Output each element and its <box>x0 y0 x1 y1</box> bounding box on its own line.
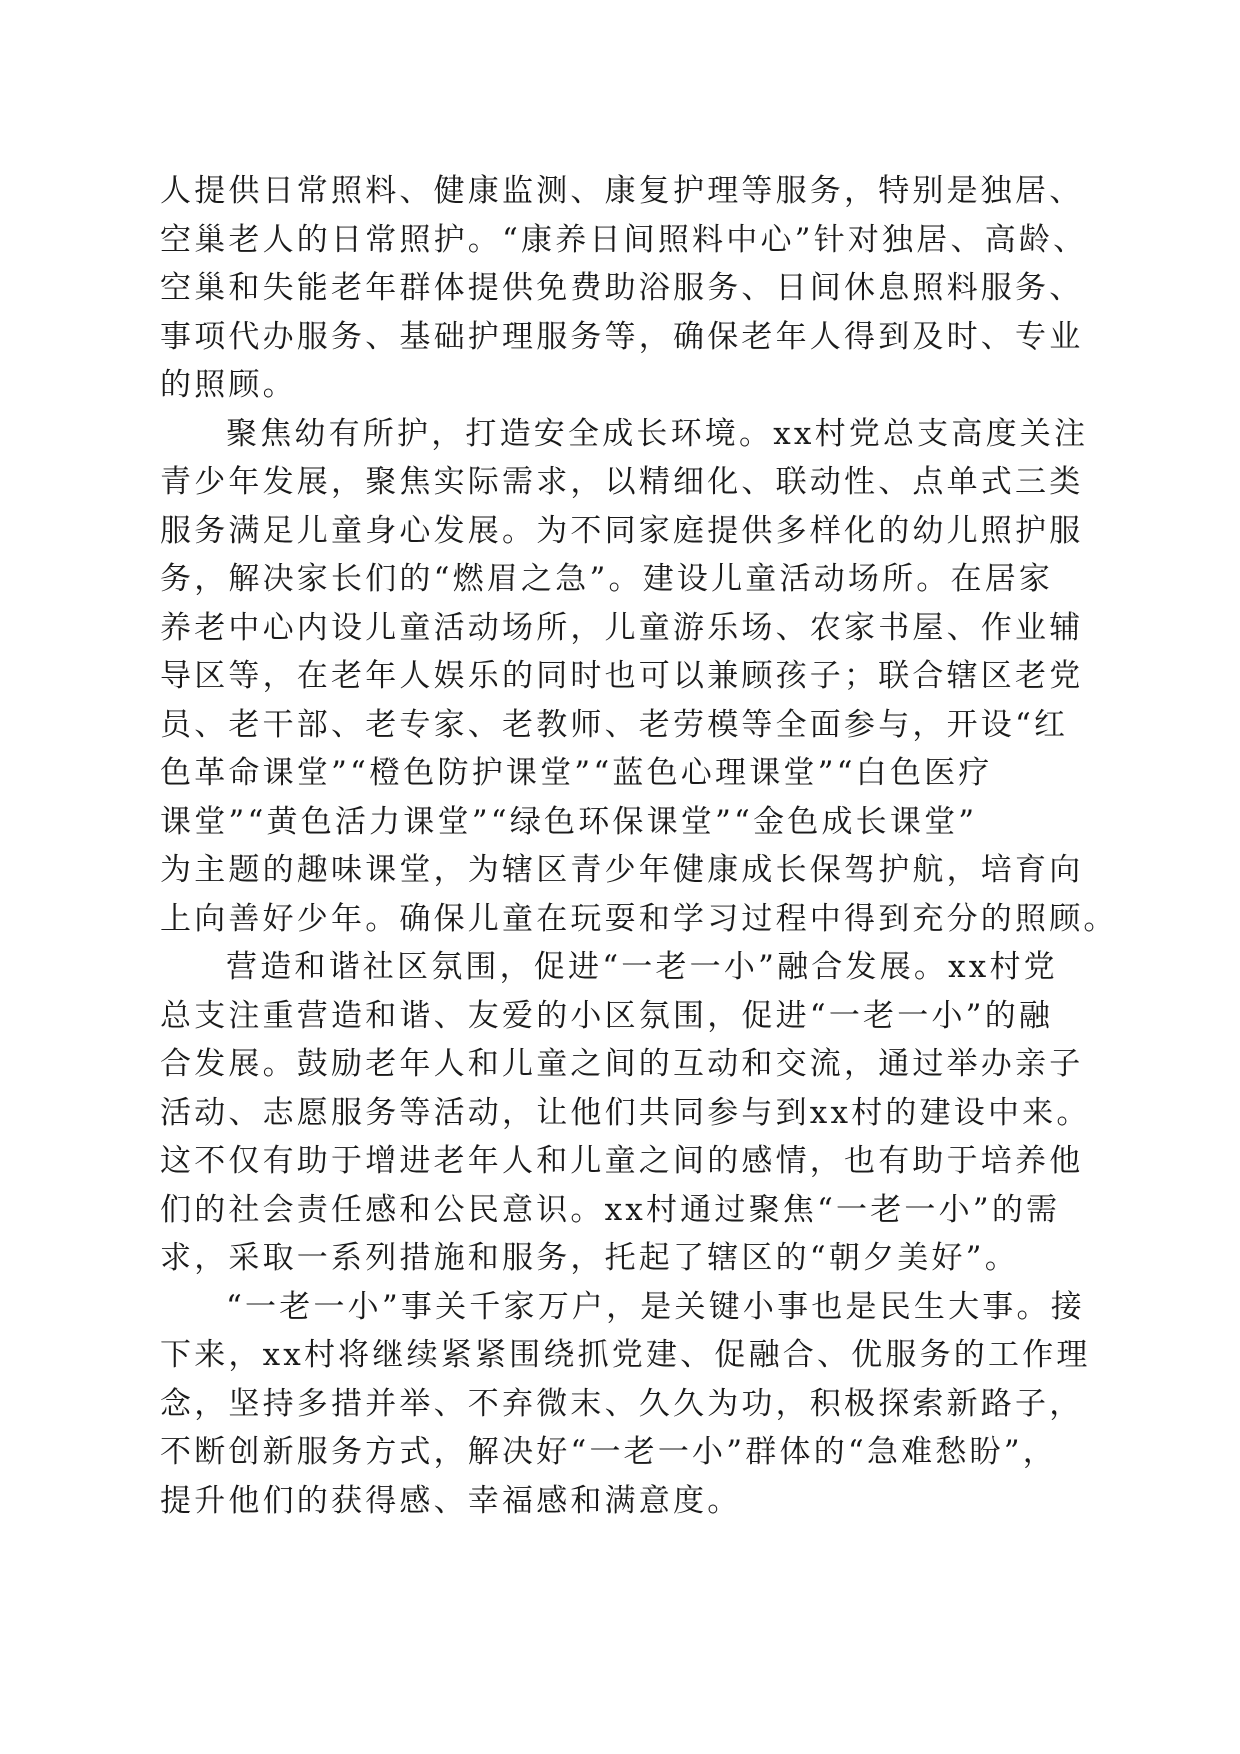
text-line: 求，采取一系列措施和服务，托起了辖区的“朝夕美好”。 <box>160 1240 1019 1276</box>
paragraph-start-line: 营造和谐社区氛围，促进“一老一小”融合发展。xx村党 <box>226 949 1058 985</box>
text-line: 空巢和失能老年群体提供免费助浴服务、日间休息照料服务、 <box>160 270 1084 306</box>
text-line: 员、老干部、老专家、老教师、老劳模等全面参与，开设“红 <box>160 706 1069 743</box>
text-line: 们的社会责任感和公民意识。xx村通过聚焦“一老一小”的需 <box>160 1191 1061 1228</box>
text-line: 不断创新服务方式，解决好“一老一小”群体的“急难愁盼”， <box>160 1434 1057 1470</box>
text-line: 这不仅有助于增进老年人和儿童之间的感情，也有助于培养他 <box>160 1143 1084 1179</box>
text-line: 总支注重营造和谐、友爱的小区氛围，促进“一老一小”的融 <box>160 997 1054 1034</box>
text-line: 的照顾。 <box>160 367 297 403</box>
text-line: 空巢老人的日常照护。“康养日间照料中心”针对独居、高龄、 <box>160 221 1088 258</box>
text-line: 提升他们的获得感、幸福感和满意度。 <box>160 1482 742 1519</box>
text-line: 为主题的趣味课堂，为辖区青少年健康成长保驾护航，培育向 <box>160 852 1084 888</box>
text-line: 色革命课堂”“橙色防护课堂”“蓝色心理课堂”“白色医疗 <box>160 755 993 791</box>
text-line: 课堂”“黄色活力课堂”“绿色环保课堂”“金色成长课堂” <box>160 803 978 840</box>
text-line: 事项代办服务、基础护理服务等，确保老年人得到及时、专业 <box>160 318 1084 355</box>
text-line: 人提供日常照料、健康监测、康复护理等服务，特别是独居、 <box>160 173 1084 209</box>
text-line: 合发展。鼓励老年人和儿童之间的互动和交流，通过举办亲子 <box>160 1046 1084 1082</box>
text-line: 念，坚持多措并举、不弃微末、久久为功，积极探索新路子， <box>160 1385 1084 1422</box>
text-line: 养老中心内设儿童活动场所，儿童游乐场、农家书屋、作业辅 <box>160 609 1084 646</box>
paragraph-start-line: “一老一小”事关千家万户，是关键小事也是民生大事。接 <box>226 1288 1085 1325</box>
text-line: 上向善好少年。确保儿童在玩耍和学习过程中得到充分的照顾。 <box>160 900 1118 937</box>
text-line: 务，解决家长们的“燃眉之急”。建设儿童活动场所。在居家 <box>160 561 1054 597</box>
text-line: 导区等，在老年人娱乐的同时也可以兼顾孩子；联合辖区老党 <box>160 658 1084 694</box>
text-line: 下来，xx村将继续紧紧围绕抓党建、促融合、优服务的工作理 <box>160 1337 1091 1373</box>
text-line: 青少年发展，聚焦实际需求，以精细化、联动性、点单式三类 <box>160 464 1084 500</box>
text-line: 服务满足儿童身心发展。为不同家庭提供多样化的幼儿照护服 <box>160 512 1084 549</box>
text-line: 活动、志愿服务等活动，让他们共同参与到xx村的建设中来。 <box>160 1094 1091 1131</box>
document-body <box>160 167 1118 1525</box>
paragraph-start-line: 聚焦幼有所护，打造安全成长环境。xx村党总支高度关注 <box>226 415 1089 452</box>
